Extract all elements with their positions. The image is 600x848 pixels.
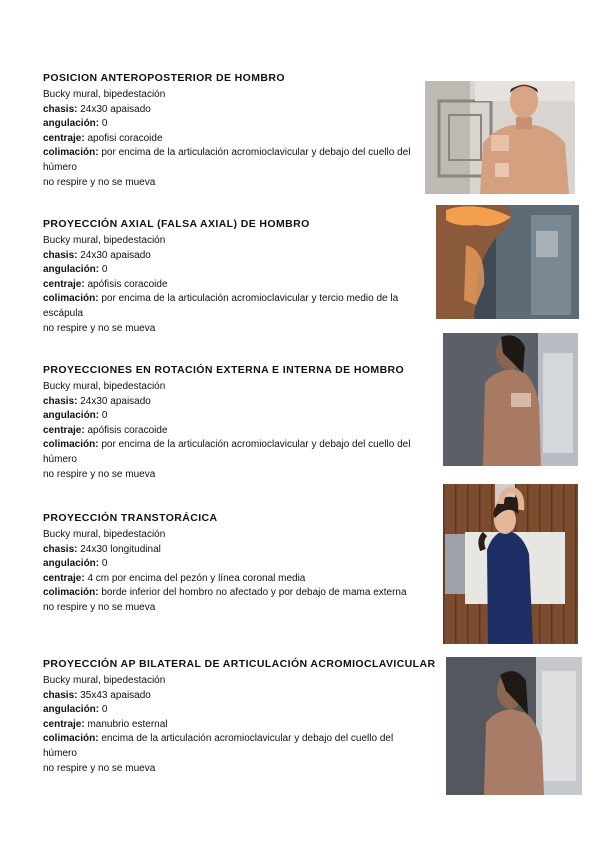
instruction-text: no respire y no se mueva <box>43 176 156 188</box>
centraje-line: centraje: apofisi coracoide <box>43 132 163 144</box>
chasis-line: chasis: 24x30 apaisado <box>43 249 151 261</box>
section-title: PROYECCIÓN TRANSTORÁCICA <box>43 512 218 524</box>
instruction-text: no respire y no se mueva <box>43 762 156 774</box>
centraje-line: centraje: apófisis coracoide <box>43 278 168 290</box>
position-text: Bucky mural, bipedestación <box>43 675 166 686</box>
angulacion-line: angulación: 0 <box>43 704 108 716</box>
position-text: Bucky mural, bipedestación <box>43 529 166 540</box>
centraje-line: centraje: manubrio esternal <box>43 718 168 730</box>
chasis-line: chasis: 24x30 longitudinal <box>43 543 161 555</box>
position-text: Bucky mural, bipedestación <box>43 89 166 100</box>
colimacion-line: colimación: por encima de la articulación acromioclavicular y debajo del cuello del húmero <box>43 439 411 465</box>
instruction-text: no respire y no se mueva <box>43 468 156 480</box>
section-transtoracica <box>43 512 428 616</box>
position-text: Bucky mural, bipedestación <box>43 235 166 246</box>
angulacion-line: angulación: 0 <box>43 558 108 570</box>
instruction-text: no respire y no se mueva <box>43 322 156 334</box>
chasis-line: chasis: 24x30 apaisado <box>43 103 151 115</box>
chasis-line: chasis: 24x30 apaisado <box>43 395 151 407</box>
colimacion-line: colimación: por encima de la articulación acromioclavicular y tercio medio de la escápula <box>43 293 399 319</box>
patient-photo-acromioclavicular <box>446 657 582 795</box>
centraje-line: centraje: 4 cm por encima del pezón y línea coronal media <box>43 572 306 584</box>
instruction-text: no respire y no se mueva <box>43 601 156 613</box>
angulacion-line: angulación: 0 <box>43 118 108 130</box>
colimacion-line: colimación: por encima de la articulación acromioclavicular y debajo del cuello del húmero <box>43 147 411 173</box>
angulacion-line: angulación: 0 <box>43 264 108 276</box>
colimacion-line: colimación: borde inferior del hombro no afectado y por debajo de mama externa <box>43 587 407 599</box>
section-title: PROYECCIÓN AP BILATERAL DE ARTICULACIÓN ACROMIOCLAVICULAR <box>43 658 436 670</box>
section-title: PROYECCIONES EN ROTACIÓN EXTERNA E INTERNA DE HOMBRO <box>43 364 405 376</box>
patient-photo-rotacion <box>443 333 578 466</box>
centraje-line: centraje: apófisis coracoide <box>43 424 168 436</box>
section-title: PROYECCIÓN AXIAL (FALSA AXIAL) DE HOMBRO <box>43 218 310 230</box>
section-rotacion-hombro <box>43 364 428 482</box>
patient-photo-ap <box>425 81 575 194</box>
patient-photo-transtoracica <box>443 484 578 644</box>
section-ap-bilateral-acromioclavicular <box>43 658 438 776</box>
section-ap-hombro <box>43 72 428 190</box>
angulacion-line: angulación: 0 <box>43 410 108 422</box>
patient-photo-axial <box>436 205 579 319</box>
chasis-line: chasis: 35x43 apaisado <box>43 689 151 701</box>
position-text: Bucky mural, bipedestación <box>43 381 166 392</box>
section-axial-hombro <box>43 218 428 336</box>
section-title: POSICION ANTEROPOSTERIOR DE HOMBRO <box>43 72 285 84</box>
colimacion-line: colimación: encima de la articulación acromioclavicular y debajo del cuello del húmero <box>43 733 394 759</box>
